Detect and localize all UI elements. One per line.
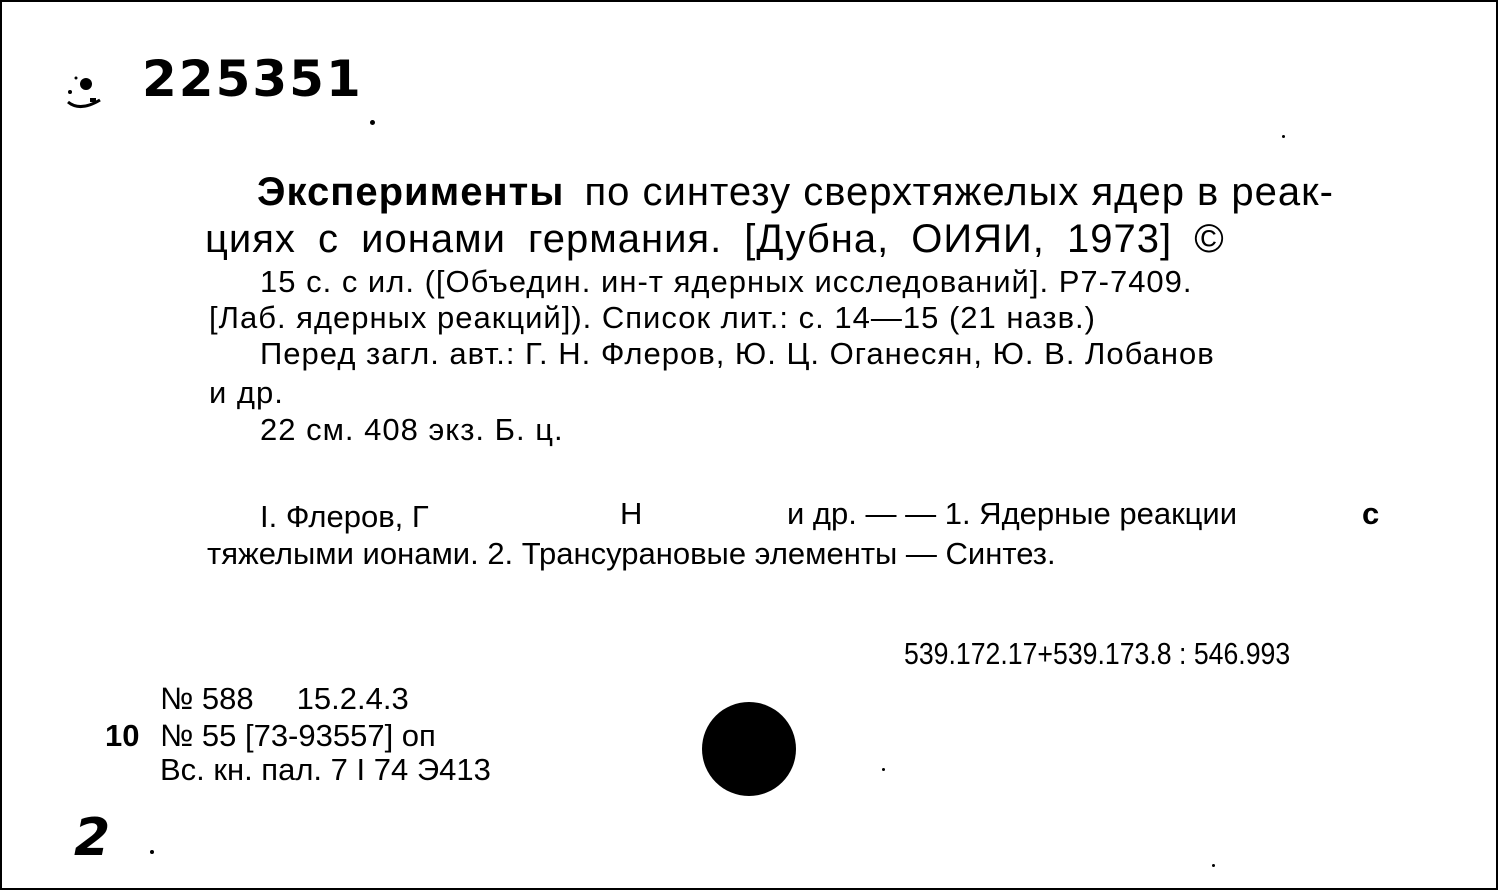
speck: [882, 768, 885, 771]
subjects-line-2: тяжелыми ионами. 2. Трансурановые элементы — Синтез.: [207, 536, 1056, 571]
description-line-1: 15 с. с ил. ([Объедин. ин-т ядерных исследований]. Р7-7409.: [260, 264, 1193, 299]
title-line-1: [257, 170, 1334, 215]
description-line-5: 22 см. 408 экз. Б. ц.: [260, 412, 564, 447]
description-line-4: и др.: [209, 375, 284, 410]
subjects-part-c: и др. — — 1. Ядерные реакции: [787, 496, 1238, 531]
punch-hole: [702, 702, 796, 796]
subjects-part-b: Н: [620, 496, 643, 531]
title-line-2: циях с ионами германия. [Дубна, ОИЯИ, 1973] ©: [205, 217, 1225, 261]
speck: [150, 850, 154, 854]
footer-line-3: Вс. кн. пал. 7 I 74 Э413: [160, 752, 491, 787]
title-rest: по синтезу сверхтяжелых ядер в реак-: [584, 170, 1334, 214]
title-bold: Эксперименты: [257, 170, 565, 214]
footer-line-2: № 55 [73-93557] оп: [160, 718, 436, 753]
classification-index: 539.172.17+539.173.8 : 546.993: [904, 636, 1291, 671]
stamp-mark-icon: [60, 64, 108, 114]
footer-line-1: № 588 15.2.4.3: [160, 681, 409, 716]
description-line-3: Перед загл. авт.: Г. Н. Флеров, Ю. Ц. Оганесян, Ю. В. Лобанов: [260, 336, 1215, 371]
subjects-part-d: с: [1362, 496, 1380, 531]
speck: [1212, 864, 1215, 867]
handwritten-mark: 2: [74, 808, 111, 868]
speck: [1282, 135, 1285, 138]
footer-line-2-prefix: 10: [105, 718, 140, 753]
accession-number: 225351: [142, 50, 363, 108]
speck: [370, 120, 375, 125]
description-line-2: [Лаб. ядерных реакций]). Список лит.: с. 14—15 (21 назв.): [209, 300, 1096, 335]
subjects-part-a: I. Флеров, Г: [260, 499, 429, 534]
